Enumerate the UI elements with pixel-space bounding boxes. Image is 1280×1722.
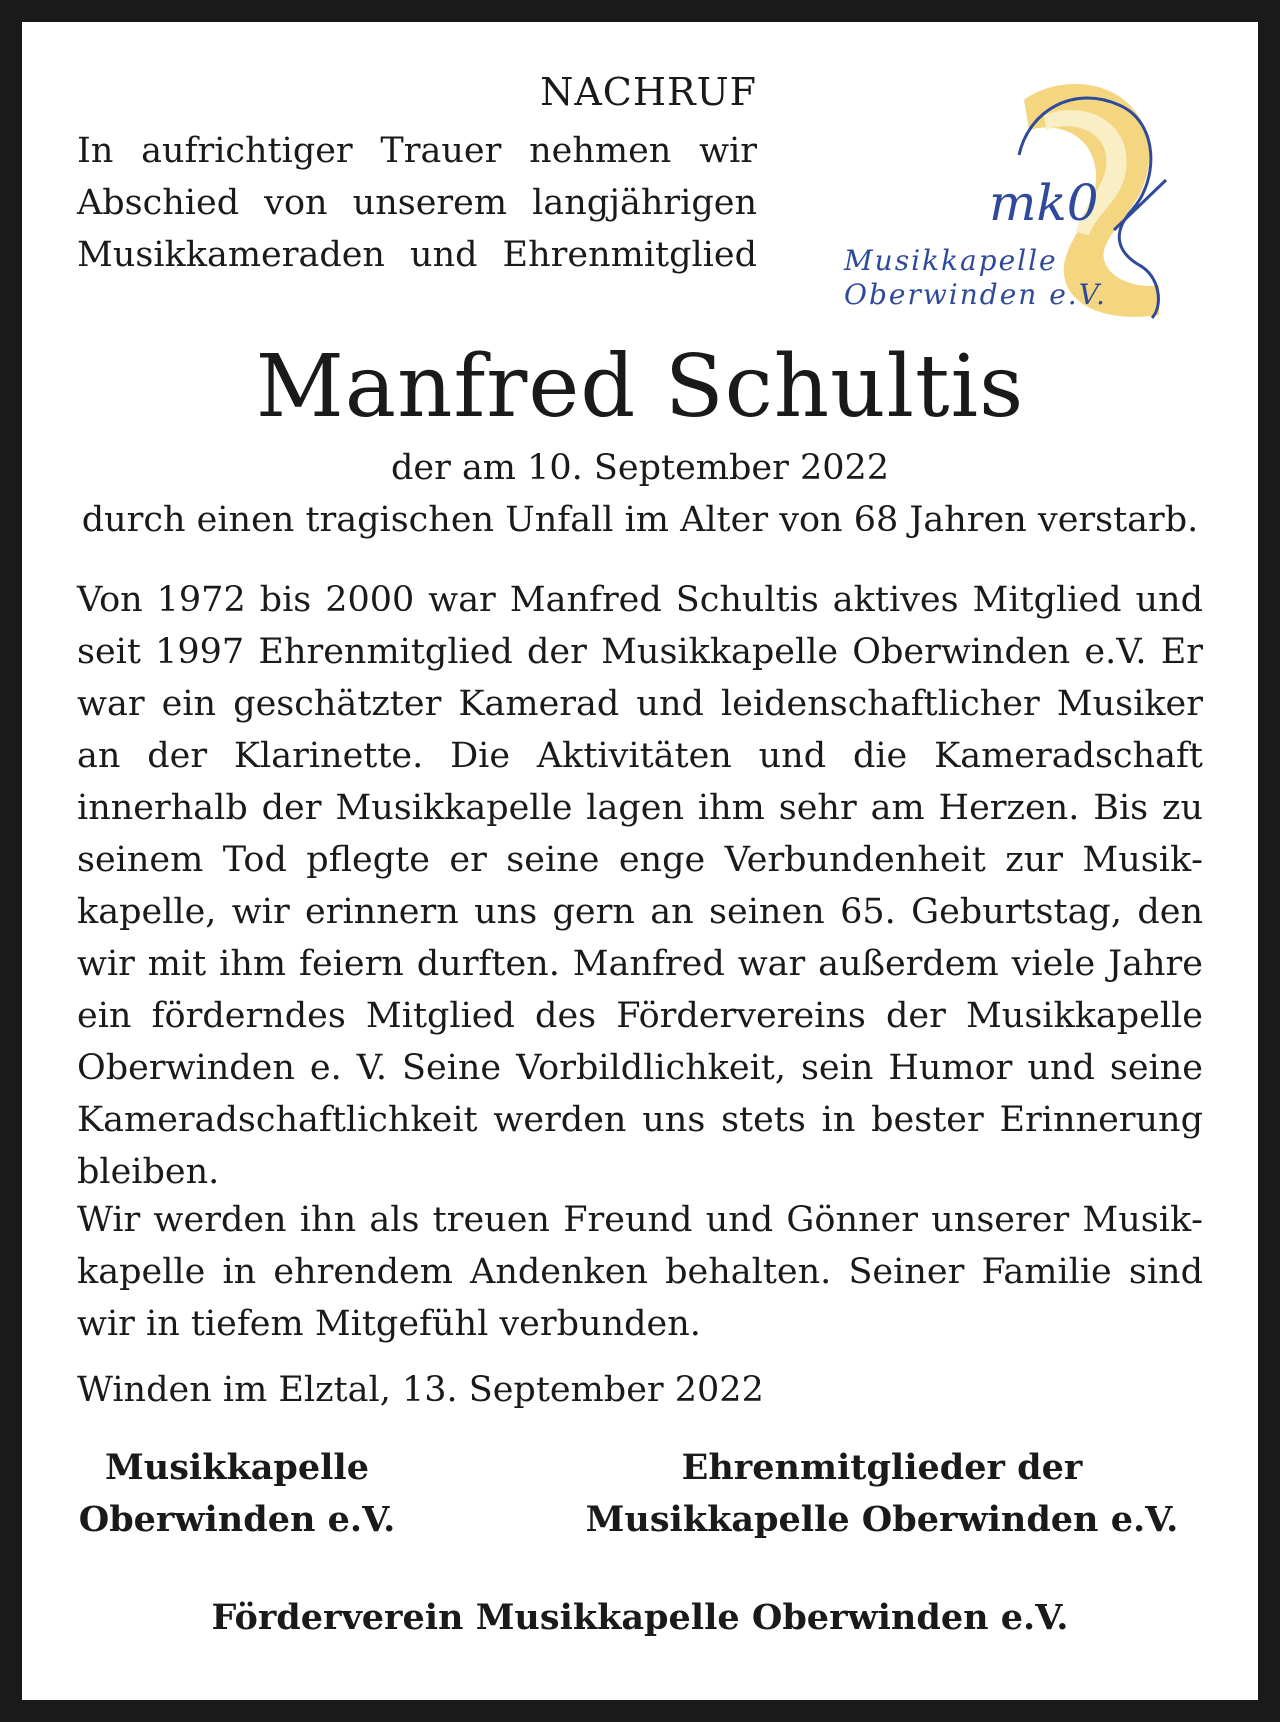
notice-header [77, 67, 757, 281]
intro-text [77, 125, 757, 281]
intro-line: Abschied von unserem langjährigen [77, 183, 757, 223]
intro-line: In aufrichtiger Trauer nehmen wir [77, 131, 757, 171]
signature-line: Musikkapelle Oberwinden e.V. [585, 1499, 1179, 1540]
logo-name-line2: Oberwinden e.V. [844, 278, 1107, 311]
intro-line: Musikkameraden und Ehrenmitglied [77, 235, 757, 275]
notice-title: NACHRUF [540, 70, 757, 114]
signature-line: Ehrenmitglieder der [681, 1447, 1083, 1488]
place-date: Winden im Elztal, 13. September 2022 [77, 1370, 764, 1410]
musikkapelle-logo [814, 60, 1234, 330]
death-date-line: der am 10. September 2022 [390, 448, 890, 488]
obituary-notice [22, 22, 1258, 1700]
deceased-name: Manfred Schultis [255, 337, 1025, 437]
death-cause-line: durch einen tragischen Unfall im Alter von 68 Jahren verstarb. [81, 500, 1199, 540]
death-info [77, 442, 1203, 546]
logo-name-line1: Musikkapelle [844, 244, 1058, 277]
biography-paragraph: Von 1972 bis 2000 war Manfred Schultis aktives Mitglied und seit 1997 Ehrenmitglied der Musikkapelle Oberwinden e.V. Er war ein geschätzter Kamerad und leidenschaftlicher Musiker an der Klarinette. Die Aktivitäten und die Kameradschaft innerhalb der Musikkapelle lagen ihm sehr am Herzen. Bis zu seinem Tod pflegte er seine enge Verbundenheit zur Musikkapelle, wir erinnern uns gern an seinen 65. Geburtstag, den wir mit ihm feiern durften. Manfred war außerdem viele Jahre ein förderndes Mitglied des Fördervereins der Musikkapelle Oberwinden e. V. Seine Vorbildlichkeit, sein Humor und seine Kameradschaftlichkeit werden uns stets in bester Erinnerung bleiben. [77, 580, 1203, 1192]
signature-ehrenmitglieder [562, 1442, 1202, 1546]
logo-monogram: mk0 [989, 174, 1099, 232]
remembrance-paragraph: Wir werden ihn als treuen Freund und Gönner unserer Musikkapelle in ehrendem Andenken behalten. Seiner Familie sind wir in tiefem Mitgefühl verbunden. [77, 1200, 1203, 1344]
signature-musikkapelle [67, 1442, 407, 1546]
signature-line: Oberwinden e.V. [78, 1499, 396, 1540]
signature-foerderverein: Förderverein Musikkapelle Oberwinden e.V. [211, 1597, 1069, 1638]
signature-line: Musikkapelle [105, 1447, 369, 1488]
